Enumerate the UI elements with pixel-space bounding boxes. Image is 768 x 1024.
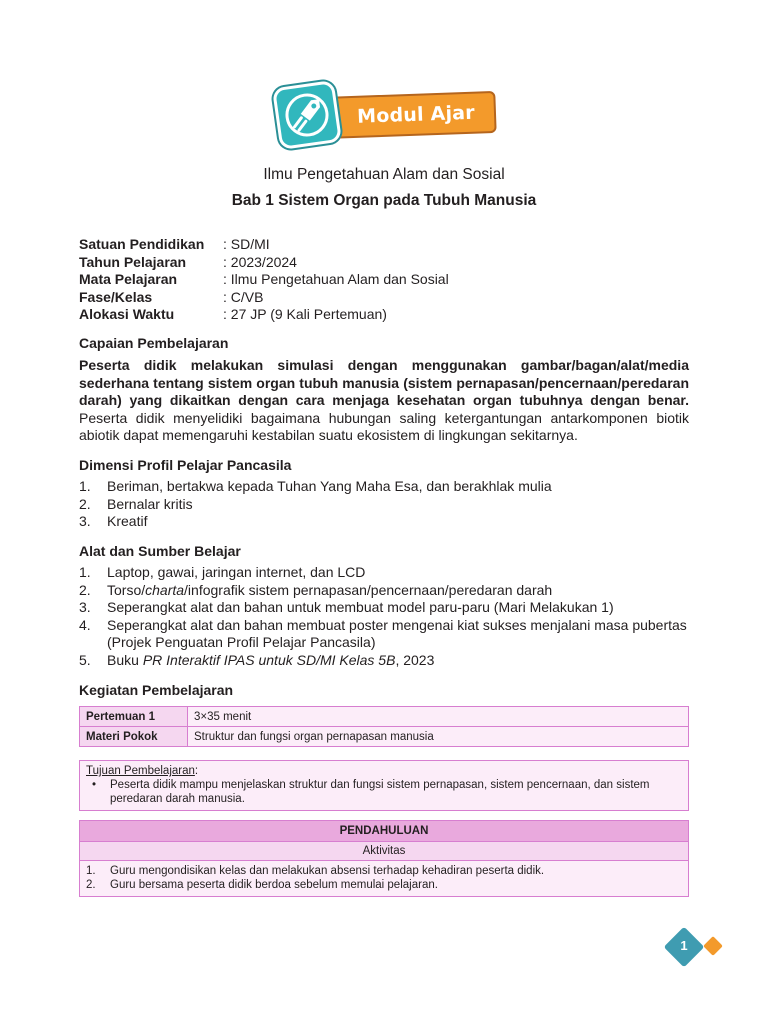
meta-value: : SD/MI <box>223 236 270 252</box>
capaian-bold-text: Peserta didik melakukan simulasi dengan menggunakan gambar/bagan/alat/media sederhana tentang sistem organ tubuh manusia (sistem pernapasan/pencernaan/peredaran darah) yang dikaitkan dengan cara menjaga kesehatan organ tubuhnya dengan benar. <box>79 357 689 408</box>
aktivitas-list <box>80 861 689 897</box>
small-diamond-icon <box>703 936 723 956</box>
meta-value: : Ilmu Pengetahuan Alam dan Sosial <box>223 271 449 287</box>
list-item <box>79 478 699 496</box>
list-item <box>86 878 682 892</box>
modul-ajar-logo <box>272 82 502 152</box>
list-text-part: /infografik sistem pernapasan/pencernaan/peredaran darah <box>184 581 553 598</box>
list-item <box>79 496 699 514</box>
list-item <box>86 864 682 878</box>
table-row <box>80 842 689 861</box>
list-number: 5. <box>79 651 91 668</box>
tujuan-colon: : <box>194 765 199 777</box>
logo-text: Modul Ajar <box>356 101 476 128</box>
list-text-part: , 2023 <box>395 651 435 668</box>
table-value: 3×35 menit <box>188 707 689 727</box>
aktivitas-heading: Aktivitas <box>80 842 689 861</box>
list-text: Seperangkat alat dan bahan untuk membuat model paru-paru (Mari Melakukan 1) <box>107 599 614 615</box>
list-number: 4. <box>79 616 91 633</box>
pendahuluan-table <box>79 820 689 897</box>
table-label: Pertemuan 1 <box>80 707 188 727</box>
table-row <box>80 861 689 897</box>
meta-label: Satuan Pendidikan <box>79 236 205 252</box>
capaian-heading: Capaian Pembelajaran <box>79 335 229 351</box>
bullet-icon: • <box>92 779 97 791</box>
meta-row <box>79 271 449 289</box>
list-text: Laptop, gawai, jaringan internet, dan LCD <box>107 564 366 580</box>
table-label: Materi Pokok <box>80 727 188 747</box>
list-number: 3. <box>79 513 91 529</box>
list-text <box>107 582 552 600</box>
tujuan-box <box>79 760 689 811</box>
page-number: 1 <box>680 938 688 953</box>
list-text: Bernalar kritis <box>107 495 193 512</box>
list-item <box>79 617 699 652</box>
logo-banner <box>321 91 496 139</box>
pendahuluan-heading: PENDAHULUAN <box>80 821 689 842</box>
alat-list <box>79 564 699 669</box>
list-item <box>79 513 699 531</box>
list-number: 2. <box>86 879 96 891</box>
meta-row <box>79 306 449 324</box>
meta-value: : 27 JP (9 Kali Pertemuan) <box>223 306 387 322</box>
list-item <box>79 599 699 617</box>
table-row <box>80 707 689 727</box>
list-text: Guru bersama peserta didik berdoa sebelum memulai pelajaran. <box>110 879 438 891</box>
tujuan-label: Tujuan Pembelajaran <box>86 765 195 777</box>
meta-value: : C/VB <box>223 288 264 305</box>
tujuan-text: Peserta didik mampu menjelaskan struktur dan fungsi sistem pernapasan, sistem pencernaan, dan sistem peredaran darah manusia. <box>110 779 650 805</box>
list-number: 2. <box>79 581 91 598</box>
capaian-paragraph <box>79 357 689 445</box>
table-row <box>80 821 689 842</box>
list-text: Seperangkat alat dan bahan membuat poster mengenai kiat sukses menjalani masa pubertas (Projek Penguatan Profil Pelajar Pancasila) <box>107 616 687 650</box>
dimensi-list <box>79 478 699 531</box>
chapter-title: Bab 1 Sistem Organ pada Tubuh Manusia <box>231 192 537 209</box>
page-number-badge <box>664 927 704 967</box>
list-text-italic: PR Interaktif IPAS untuk SD/MI Kelas 5B <box>142 651 396 668</box>
meta-label: Fase/Kelas <box>79 288 153 305</box>
table-row <box>80 727 689 747</box>
capaian-normal-text: Peserta didik menyelidiki bagaimana hubungan saling ketergantungan antarkomponen biotik abiotik dapat memengaruhi kestabilan suatu ekosistem di lingkungan sekitarnya. <box>79 409 689 443</box>
list-number: 2. <box>79 495 91 512</box>
kegiatan-heading: Kegiatan Pembelajaran <box>79 682 234 698</box>
list-text-italic: charta <box>145 581 185 598</box>
meta-label: Mata Pelajaran <box>79 271 178 287</box>
list-number: 1. <box>79 478 91 494</box>
list-item <box>79 652 699 670</box>
tujuan-bullet-item <box>86 778 682 806</box>
meta-row <box>79 236 449 254</box>
meta-label: Alokasi Waktu <box>79 306 175 322</box>
list-item <box>79 582 699 600</box>
list-number: 3. <box>79 599 91 615</box>
meta-value: : 2023/2024 <box>223 253 297 270</box>
list-item <box>79 564 699 582</box>
meeting-table <box>79 706 689 747</box>
alat-heading: Alat dan Sumber Belajar <box>79 543 241 559</box>
identity-block <box>79 236 449 324</box>
meta-row <box>79 254 449 272</box>
list-number: 1. <box>79 564 91 580</box>
list-text-part: Buku <box>107 651 143 668</box>
list-text <box>107 652 434 670</box>
list-text: Guru mengondisikan kelas dan melakukan absensi terhadap kehadiran peserta didik. <box>110 865 545 877</box>
list-number: 1. <box>86 865 96 877</box>
table-value: Struktur dan fungsi organ pernapasan manusia <box>188 727 689 747</box>
list-text: Beriman, bertakwa kepada Tuhan Yang Maha Esa, dan berakhlak mulia <box>107 478 552 494</box>
list-text-part: Torso/ <box>107 581 146 598</box>
subject-title: Ilmu Pengetahuan Alam dan Sosial <box>263 166 505 183</box>
tujuan-heading <box>86 764 682 778</box>
meta-label: Tahun Pelajaran <box>79 253 187 270</box>
dimensi-heading: Dimensi Profil Pelajar Pancasila <box>79 457 292 473</box>
list-text: Kreatif <box>107 513 148 529</box>
meta-row <box>79 289 449 307</box>
rocket-icon <box>272 80 342 150</box>
